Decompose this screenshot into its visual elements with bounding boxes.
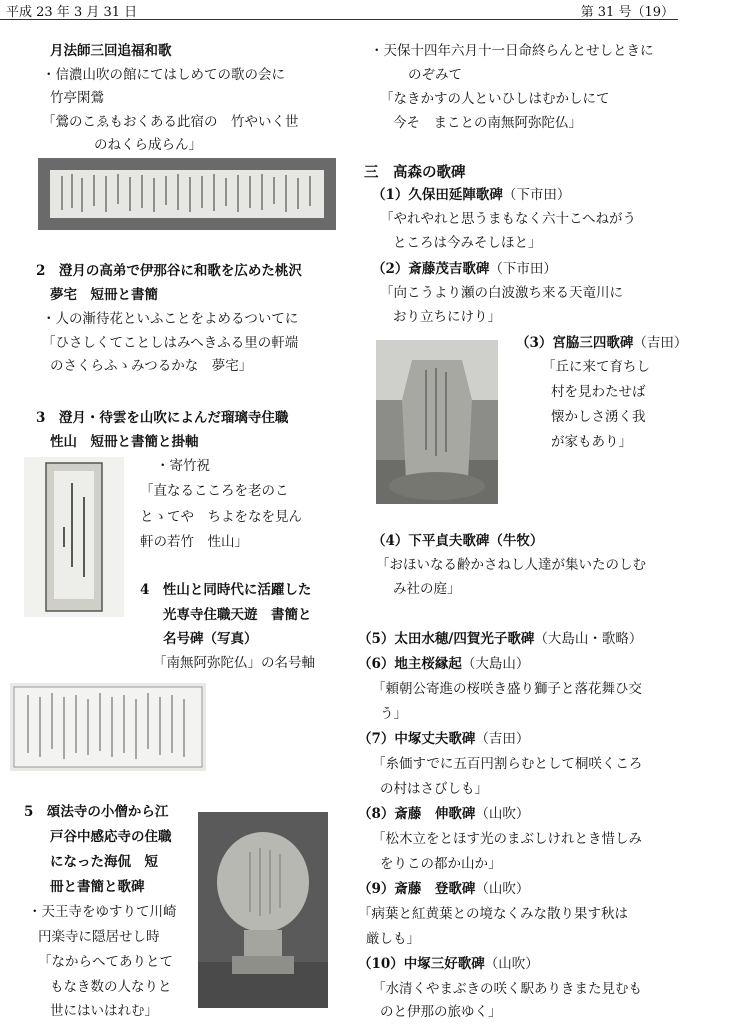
item-4-poem-line2: み社の庭」 (393, 581, 461, 597)
s3-title-line2: 性山 短冊と書簡と掛軸 (50, 434, 199, 450)
letter-photo (10, 683, 206, 771)
item-10-poem-line2: のと伊那の旅ゆく」 (380, 1004, 502, 1020)
item-4-place: （牛牧） (489, 533, 544, 549)
s2-title-line1: 2 澄月の高弟で伊那谷に和歌を広めた桃沢 (36, 263, 302, 279)
s5-title-line3: になった海侃 短 (50, 854, 158, 870)
s1-note2: 竹亭閑鶯 (50, 90, 104, 106)
top-note1: ・天保十四年六月十一日命終らんとせしときに (370, 43, 654, 59)
item-3-poem-line2: 村を見わたせば (551, 384, 646, 400)
s5-poem-line3: 世にはいはれむ」 (50, 1003, 158, 1019)
item-9-poem-line2: 厳しも」 (366, 931, 420, 947)
item-6-poem-line1: 「頼朝公寄進の桜咲き盛り獅子と落花舞ひ交 (372, 681, 642, 697)
item-8-poem-line2: をりこの都か山か」 (380, 856, 502, 872)
item-4-poem-line1: 「おほいなる齢かさねし人達が集いたのしむ (376, 557, 646, 573)
stele-item-9 (358, 881, 529, 897)
item-3-poem-line1: 「丘に来て育ちし (542, 359, 650, 375)
s2-note: ・人の漸待花といふことをよめるついてに (42, 311, 299, 327)
s1-title: 月法師三回追福和歌 (50, 43, 172, 59)
stele-item-1 (372, 187, 570, 203)
stele-item-4 (372, 533, 543, 549)
stele-item-6 (358, 656, 529, 672)
s4-title-line2: 光専寺住職天遊 書簡と (163, 607, 312, 623)
stone-monument-photo-1 (198, 812, 328, 1008)
item-8-place: （山吹） (475, 806, 530, 822)
item-8-num: （8） (358, 806, 395, 822)
item-8-name: 斎藤 伸歌碑 (394, 806, 476, 822)
s2-title-line2: 夢宅 短冊と書簡 (50, 287, 158, 303)
s1-note1: ・信濃山吹の館にてはしめての歌の会に (42, 67, 285, 83)
s3-poem-line3: 軒の若竹 性山」 (140, 534, 248, 550)
item-6-name: 地主桜縁起 (394, 656, 462, 672)
item-3-place: （吉田） (633, 335, 688, 351)
top-poem-line2: 今そ まことの南無阿弥陀仏」 (393, 115, 582, 131)
stele-item-5 (358, 631, 642, 647)
stele-item-3 (516, 335, 687, 351)
s5-note1: ・天王寺をゆすりて川崎 (28, 904, 177, 920)
item-9-poem-line1: 「病葉と紅黄葉との境なくみな散り果す秋は (358, 906, 628, 922)
s2-poem-line1: 「ひさしくてことしはみへきふる里の軒端 (42, 335, 299, 351)
s3-poem-line1: 「直なるこころを老のこ (140, 483, 289, 499)
s5-title-line4: 冊と書簡と歌碑 (50, 879, 145, 895)
item-1-poem-line2: ところは今みそしほと」 (393, 235, 542, 251)
s3-title-line1: 3 澄月・待雲を山吹によんだ瑠璃寺住職 (36, 410, 289, 426)
stele-item-8 (358, 806, 529, 822)
s4-title-line3: 名号碑（写真） (163, 631, 258, 647)
item-2-name: 斎藤茂吉歌碑 (408, 261, 490, 277)
item-10-name: 中塚三好歌碑 (403, 956, 485, 972)
item-2-place: （下市田） (489, 261, 557, 277)
stone-monument-photo-2 (376, 340, 498, 504)
item-8-poem-line1: 「松木立をとほす光のまぶしけれとき惜しみ (372, 831, 642, 847)
item-10-place: （山吹） (484, 956, 539, 972)
s5-note2: 円楽寺に隠居せし時 (38, 929, 160, 945)
item-2-poem-line1: 「向こうより瀬の白波激ち来る天竜川に (380, 285, 623, 301)
item-2-num: （2） (372, 261, 409, 277)
item-3-poem-line3: 懐かしさ湧く我 (551, 409, 646, 425)
header-rule (0, 19, 678, 20)
item-5-place: （大島山・歌略） (534, 631, 643, 647)
item-2-poem-line2: おり立ちにけり」 (393, 309, 501, 325)
item-1-name: 久保田延陣歌碑 (408, 187, 503, 203)
item-7-poem-line2: の村はさびしも」 (380, 781, 488, 797)
item-5-name: 太田水穂/四賀光子歌碑 (394, 631, 535, 647)
item-6-num: （6） (358, 656, 395, 672)
item-3-name: 宮脇三四歌碑 (552, 335, 634, 351)
stele-item-7 (358, 731, 529, 747)
item-7-poem-line1: 「糸価すでに五百円割らむとして桐咲くころ (372, 756, 643, 772)
item-1-place: （下市田） (502, 187, 571, 203)
s4-title-line1: 4 性山と同時代に活躍した (140, 582, 312, 598)
item-7-place: （吉田） (475, 731, 530, 747)
s2-poem-line2: のさくらふゝみつるかな 夢宅」 (50, 358, 253, 374)
item-10-poem-line1: 「水清くやまぶきの咲く駅ありきまた見むも (372, 981, 642, 997)
s4-note: 「南無阿弥陀仏」の名号軸 (153, 655, 315, 671)
s1-poem-line2: のねくら成らん」 (94, 137, 202, 153)
hanging-scroll-photo (24, 457, 124, 617)
item-1-poem-line1: 「やれやれと思うまもなく六十こへねがう (380, 211, 636, 227)
s5-title-line2: 戸谷中感応寺の住職 (50, 829, 172, 845)
page-header (0, 0, 736, 22)
item-6-place: （大島山） (461, 656, 530, 672)
top-note2: のぞみて (408, 67, 462, 83)
item-5-num: （5） (358, 631, 395, 647)
header-issue: 第 31 号（19） (580, 5, 674, 20)
s1-poem-line1: 「鶯のこゑもおくある此宿の 竹やいく世 (42, 114, 299, 130)
item-7-num: （7） (358, 731, 395, 747)
item-9-name: 斎藤 登歌碑 (394, 881, 476, 897)
item-4-num: （4） (372, 533, 409, 549)
item-4-name: 下平貞夫歌碑 (408, 533, 490, 549)
item-9-num: （9） (358, 881, 395, 897)
item-9-place: （山吹） (475, 881, 530, 897)
section-heading: 三 高森の歌碑 (364, 164, 466, 181)
item-3-poem-line4: が家もあり」 (551, 434, 632, 450)
item-1-num: （1） (372, 187, 409, 203)
s5-poem-line2: もなき数の人なりと (50, 979, 172, 995)
s3-note: ・寄竹祝 (156, 458, 210, 474)
top-poem-line1: 「なきかすの人といひしはむかしにて (380, 91, 610, 107)
s5-poem-line1: 「なからへてありとて (38, 954, 173, 970)
item-10-num: （10） (358, 956, 404, 972)
header-date: 平成 23 年 3 月 31 日 (6, 5, 138, 20)
s5-title-line1: 5 頌法寺の小僧から江 (24, 804, 169, 820)
s3-poem-line2: とゝてや ちよをなを見ん (140, 509, 302, 525)
item-7-name: 中塚丈夫歌碑 (394, 731, 476, 747)
stele-item-2 (372, 261, 557, 277)
stele-item-10 (358, 956, 539, 972)
item-6-poem-line2: う」 (380, 706, 407, 722)
scroll-photo-1 (38, 158, 336, 230)
item-3-num: （3） (516, 335, 553, 351)
